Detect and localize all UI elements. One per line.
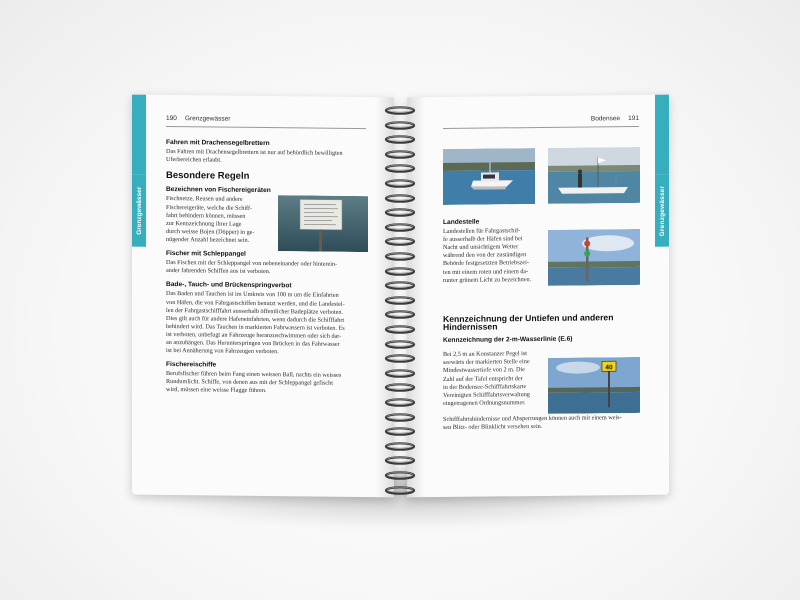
right-tab-label: Grenzgewässer [658, 185, 666, 237]
text-line: fahrt behindern können, müssen [166, 211, 246, 220]
binding-ring [384, 252, 416, 261]
text-line: sen Blitz- oder Blinklicht versehen sein. [443, 422, 543, 432]
right-tab-strip [655, 95, 669, 175]
binding-ring [384, 354, 416, 363]
text-line: Fischereigeräte, welche die Schiff- [166, 203, 253, 212]
text-line: Bei 2,5 m an Konstanzer Pegel ist [443, 350, 528, 359]
photo-fischerei-sign [278, 196, 368, 253]
right-running-title: Bodensee [590, 115, 621, 123]
text-line: Vereinigten Schifffahrtsverwaltung [443, 390, 530, 399]
text-line: Berufsfischer führen beim Fang einen weissen Ball, nachts ein weisses [166, 370, 342, 380]
binding-ring [384, 456, 416, 465]
binding-ring [384, 427, 416, 436]
text-line: zur Kennzeichnung ihrer Lage [166, 219, 242, 228]
heading-schleppangel: Fischer mit Schleppangel [166, 250, 246, 258]
text-line: Fischnetze, Reusen und andere [166, 195, 243, 204]
binding-ring [384, 471, 416, 480]
left-running-title: Grenzgewässer [184, 115, 231, 123]
text-line: len der Fahrgastschifffahrt ausserhalb öffentlicher Badeplätze verboten. [166, 306, 344, 316]
text-line: runter grünem Licht zu bezeichnen. [443, 275, 532, 284]
left-content [166, 139, 368, 403]
binding-ring [384, 413, 416, 422]
text-line: an anzuhängen. Das Herunterspringen von Brücken in das Fahrwasser [166, 338, 340, 348]
text-line: Behörde festgesetzten Betriebszei- [443, 259, 529, 268]
text-line: nügender Anzahl bezeichnet sein. [166, 235, 250, 244]
text-line: eingetragenen Ordnungsnummer. [443, 398, 526, 407]
heading-landestelle: Landestelle [443, 218, 480, 226]
photo-landing-lights [548, 229, 640, 286]
text-line: ten mit einem roten und einem da- [443, 267, 529, 276]
binding-ring [384, 398, 416, 407]
text-line: Rundumlicht. Schiffe, von denen aus mit der Schleppangel gefischt [166, 378, 333, 388]
right-thumb-tab [655, 175, 669, 247]
heading-besondere-regeln: Besondere Regeln [166, 170, 250, 183]
section-fischereischiffe [166, 361, 368, 396]
binding-ring [384, 150, 416, 159]
photo-water-depth-sign [548, 357, 640, 414]
text-line: Landestellen für Fahrgastschif- [443, 227, 521, 236]
text-line: seewärts der markierten Stelle eine [443, 358, 530, 367]
left-running-head [166, 115, 230, 123]
heading-kennzeichnung: Kennzeichnung der Untiefen und anderen Hindernissen [443, 312, 614, 333]
text-line: Schifffahrtshindernisse und Absperrungen können auch mit einem weis- [443, 414, 622, 423]
right-page [407, 95, 669, 498]
right-content-landestelle [443, 218, 543, 285]
text-line: in der Bodensee-Schifffahrtskarte [443, 382, 527, 391]
text-line: Das Fahren mit Drachensegelbrettern ist nur auf behördlich bewilligten [166, 148, 343, 157]
binding-ring [384, 208, 416, 217]
binding-ring [384, 164, 416, 173]
text-line: Zahl auf der Tafel entspricht der [443, 374, 523, 383]
binding-ring [384, 223, 416, 232]
binding-ring [384, 135, 416, 144]
binding-ring [384, 179, 416, 188]
binding-ring [384, 486, 416, 495]
section-schleppangel [166, 250, 368, 277]
binding-ring [384, 121, 416, 130]
text-line: Nacht und unsichtigem Wetter [443, 243, 519, 252]
heading-wasserlinie: Kennzeichnung der 2-m-Wasserlinie (E.6) [443, 335, 573, 345]
text-line: Dies gilt auch für andere Hafeneinfahrten, wenn dadurch die Schifffahrt [166, 314, 345, 324]
binding-ring [384, 369, 416, 378]
right-running-head [591, 115, 639, 123]
text-line: Mindestwassertiefe von 2 m. Die [443, 366, 525, 375]
right-page-number: 191 [628, 114, 639, 123]
binding-ring [384, 310, 416, 319]
left-page [132, 95, 394, 498]
left-tab-label: Grenzgewässer [135, 186, 143, 235]
text-line: während den von der zuständigen [443, 251, 527, 260]
text-line: Das Baden und Tauchen ist im Umkreis von 100 m um die Einfahrten [166, 290, 339, 300]
text-line: von Häfen, die von Fahrgastschiffen benutzt werden, und die Landestel- [166, 298, 345, 308]
text-line: durch weisse Bojen (Döpper) in ge- [166, 227, 255, 236]
binding-ring [384, 442, 416, 451]
sign-number: 40 [605, 364, 613, 372]
binding-ring [384, 296, 416, 305]
binding-ring [384, 340, 416, 349]
section-drachen [166, 139, 368, 166]
text-line: wird, müssen eine weisse Flagge führen. [166, 386, 267, 395]
text-line: Uferbereichen erlaubt. [166, 156, 222, 164]
text-line: fe ausserhalb der Häfen sind bei [443, 235, 523, 244]
heading-fischereischiffe: Fischereischiffe [166, 361, 217, 369]
heading-drachen: Fahren mit Drachensegelbrettern [166, 138, 270, 148]
text-line: behindert wird. Das Tauchen in markierten Fahrwassern ist verboten. Es [166, 322, 345, 332]
left-head-rule [166, 126, 366, 129]
section-fischerei [166, 186, 368, 246]
text-line: ist verboten, unbefugt an Fahrzeuge heranzuschwimmen oder sich dar- [166, 330, 342, 340]
binding-ring [384, 267, 416, 276]
binding-ring [384, 281, 416, 290]
binding-ring [384, 106, 416, 115]
heading-baden: Bade-, Tauch- und Brückenspringverbot [166, 281, 292, 290]
text-line: ist bei Annäherung von Fahrzeugen verboten. [166, 347, 279, 356]
left-thumb-tab [132, 175, 146, 247]
left-tab-strip [132, 95, 146, 175]
photo-fishing-boat [548, 147, 640, 204]
section-baden [166, 281, 368, 357]
heading-fischerei: Bezeichnen von Fischereigeräten [166, 186, 271, 195]
binding-ring [384, 194, 416, 203]
text-line: ander fahrenden Schiffen aus ist verboten. [166, 267, 271, 276]
binding-ring [384, 325, 416, 334]
left-page-number: 190 [166, 114, 177, 123]
text-line: Das Fischen mit der Schleppangel von nebeneinander oder hinterein- [166, 259, 338, 268]
binding-ring [384, 237, 416, 246]
photo-motorboat [443, 148, 535, 205]
right-head-rule [443, 126, 639, 129]
binding-ring [384, 383, 416, 392]
